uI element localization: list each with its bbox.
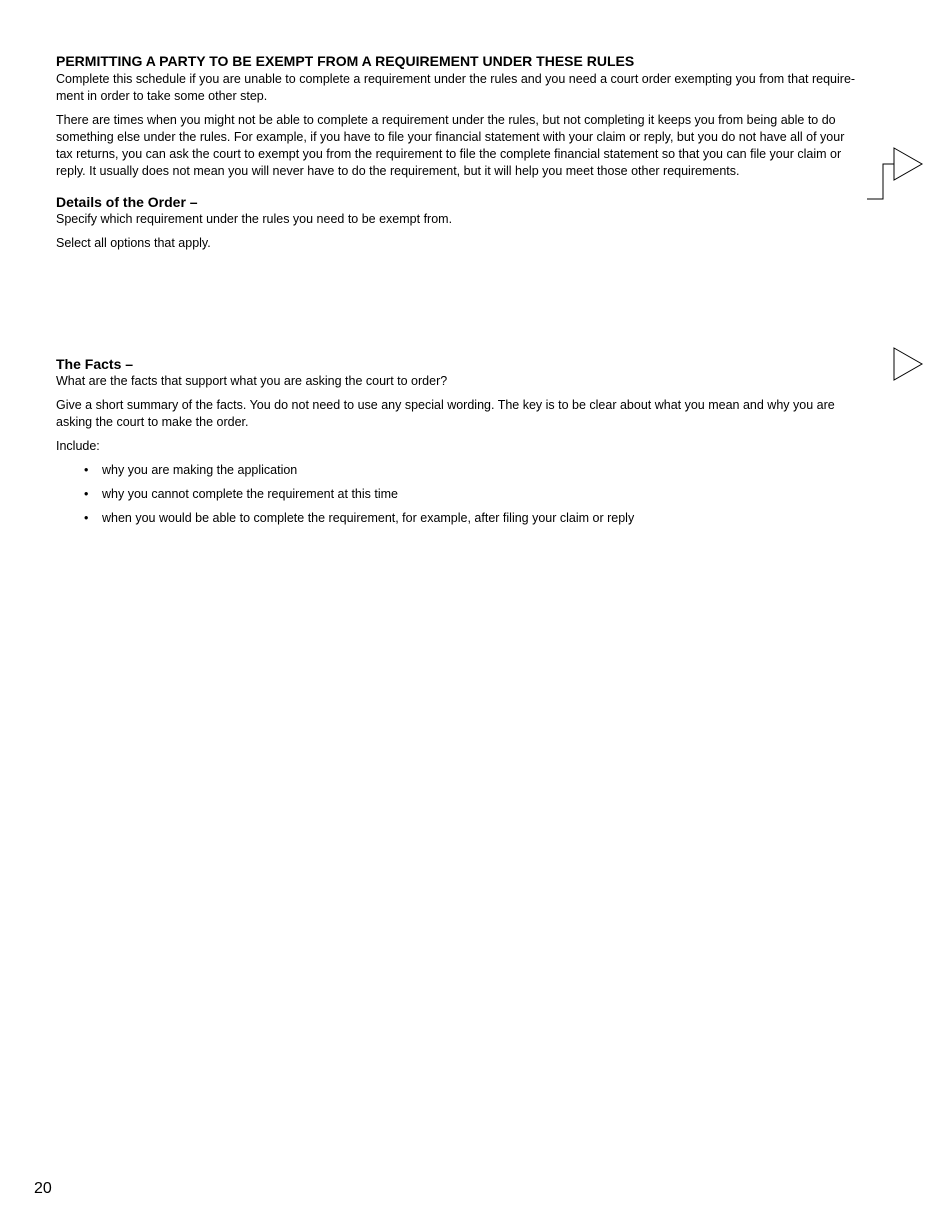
bullet-icon: •: [84, 463, 89, 477]
details-question: Specify which requirement under the rules you need to be exempt from.: [56, 212, 453, 226]
bullet-icon: •: [84, 487, 89, 501]
document-body: [56, 52, 856, 534]
list-item-text: why you cannot complete the requirement at this time: [102, 487, 398, 501]
facts-question: What are the facts that support what you are asking the court to order?: [56, 374, 448, 388]
list-item: [56, 486, 856, 503]
page-title: PERMITTING A PARTY TO BE EXEMPT FROM A REQUIREMENT UNDER THESE RULES: [56, 53, 635, 69]
list-item: [56, 510, 856, 527]
list-item-text: when you would be able to complete the requirement, for example, after filing your claim or reply: [102, 511, 635, 525]
facts-bullet-list: [56, 462, 856, 527]
page-number: 20: [34, 1180, 52, 1197]
list-item-text: why you are making the application: [102, 463, 298, 477]
bullet-icon: •: [84, 511, 89, 525]
facts-heading: The Facts –: [56, 356, 134, 372]
form-field-arrow-icon: [892, 346, 926, 384]
facts-summary: Give a short summary of the facts. You do not need to use any special wording. The key is to be clear about what you mean and why you are asking the court to make the order.: [56, 398, 835, 429]
details-heading: Details of the Order –: [56, 194, 198, 210]
list-item: [56, 462, 856, 479]
facts-include-label: Include:: [56, 439, 100, 453]
intro-paragraph: Complete this schedule if you are unable to complete a requirement under the rules and you need a court order exempting you from that require-ment in order to take some other step.: [56, 72, 856, 103]
details-instruction: Select all options that apply.: [56, 236, 211, 250]
explanation-paragraph: There are times when you might not be able to complete a requirement under the rules, but not completing it keeps you from being able to do something else under the rules. For example, if you have to file your financial statement with your claim or reply, but you do not have all of your tax returns, you can ask the court to exempt you from the requirement to file the complete financial statement so that you can file your claim or reply. It usually does not mean you will never have to do the requirement, but it will help you meet those other requirements.: [56, 113, 845, 178]
form-field-arrow-icon: [866, 146, 926, 204]
